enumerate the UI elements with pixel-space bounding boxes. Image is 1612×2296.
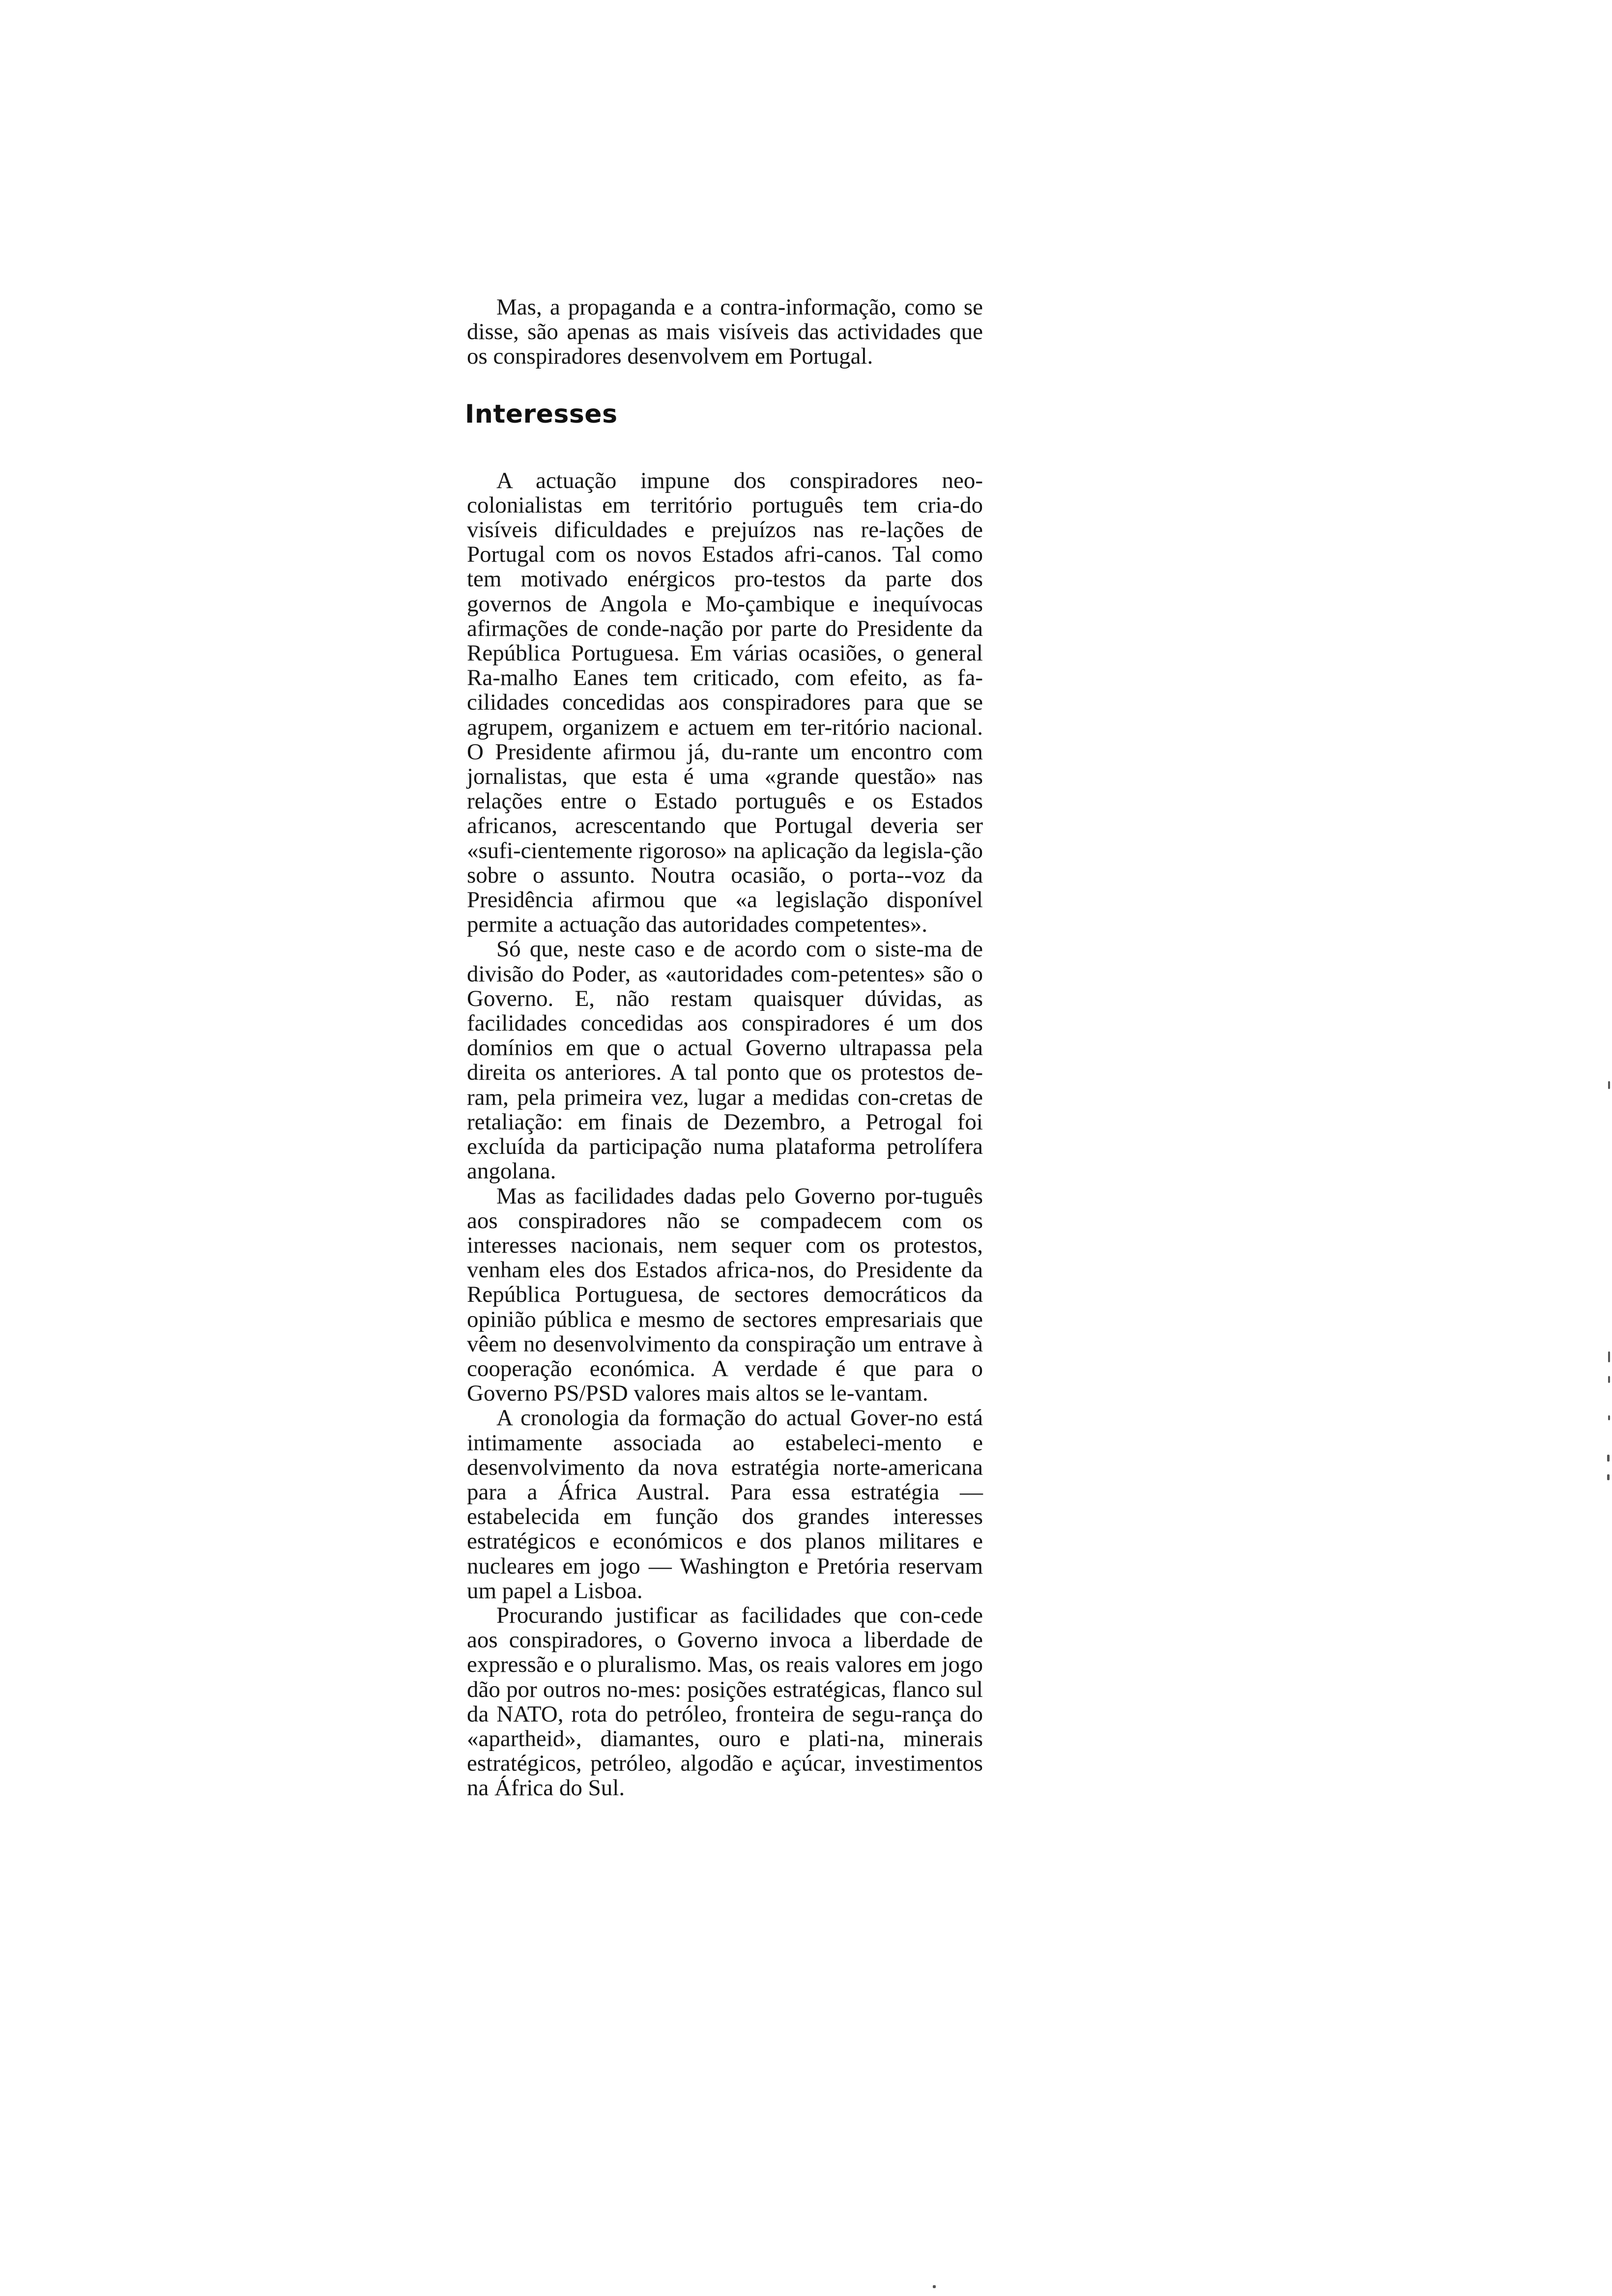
intro-paragraph: Mas, a propaganda e a contra-informação, como se disse, são apenas as mais visíveis das actividades que os conspiradores desenvolvem em Portugal. bbox=[467, 294, 983, 370]
scan-speck bbox=[1608, 1081, 1610, 1089]
scan-speck bbox=[1608, 1415, 1610, 1420]
scan-speck bbox=[1607, 1455, 1610, 1462]
body-paragraph: Procurando justificar as facilidades que con-cede aos conspiradores, o Governo invoca a liberdade de expressão e o pluralismo. Mas, os reais valores em jogo dão por outros no-mes: posições estratégicas, flanco sul da NATO, rota do petróleo, fronteira de segu-rança do «apartheid», diamantes, ouro e plati-na, minerais estratégicos, petróleo, algodão e açúcar, investimentos na África do Sul. bbox=[467, 1602, 983, 1801]
body-paragraph: A cronologia da formação do actual Gover-no está intimamente associada ao estabeleci-mento e desenvolvimento da nova estratégia norte-americana para a África Austral. Para essa estratégia — estabelecida em função dos grandes interesses estratégicos e económicos e dos planos militares e nucleares em jogo — Washington e Pretória reservam um papel a Lisboa. bbox=[467, 1405, 983, 1604]
article-column bbox=[467, 295, 983, 1801]
scan-speck bbox=[1607, 1474, 1610, 1480]
section-heading: Interesses bbox=[465, 399, 618, 429]
body-paragraph: Mas as facilidades dadas pelo Governo por-tuguês aos conspiradores não se compadecem com os interesses nacionais, nem sequer com os protestos, venham eles dos Estados africa-nos, do Presidente da República Portuguesa, de sectores democráticos da opinião pública e mesmo de sectores empresariais que vêem no desenvolvimento da conspiração um entrave à cooperação económica. A verdade é que para o Governo PS/PSD valores mais altos se le-vantam. bbox=[467, 1183, 983, 1406]
body-paragraph: A actuação impune dos conspiradores neo-colonialistas em território português tem cria-do visíveis dificuldades e prejuízos nas re-lações de Portugal com os novos Estados afri-canos. Tal como tem motivado enérgicos pro-testos da parte dos governos de Angola e Mo-çambique e inequívocas afirmações de conde-nação por parte do Presidente da República Portuguesa. Em várias ocasiões, o general Ra-malho Eanes tem criticado, com efeito, as fa-cilidades concedidas aos conspiradores para que se agrupem, organizem e actuem em ter-ritório nacional. O Presidente afirmou já, du-rante um encontro com jornalistas, que esta é uma «grande questão» nas relações entre o Estado português e os Estados africanos, acrescentando que Portugal deveria ser «sufi-cientemente rigoroso» na aplicação da legisla-ção sobre o assunto. Noutra ocasião, o porta--voz da Presidência afirmou que «a legislação disponível permite a actuação das autoridades competentes». bbox=[467, 467, 983, 938]
scan-speck bbox=[933, 2285, 936, 2288]
scan-speck bbox=[1608, 1351, 1610, 1362]
body-paragraph: Só que, neste caso e de acordo com o siste-ma de divisão do Poder, as «autoridades com-petentes» são o Governo. E, não restam quaisquer dúvidas, as facilidades concedidas aos conspiradores é um dos domínios em que o actual Governo ultrapassa pela direita os anteriores. A tal ponto que os protestos de-ram, pela primeira vez, lugar a medidas con-cretas de retaliação: em finais de Dezembro, a Petrogal foi excluída da participação numa plataforma petrolífera angolana. bbox=[467, 936, 983, 1184]
scan-speck bbox=[1608, 1376, 1610, 1383]
